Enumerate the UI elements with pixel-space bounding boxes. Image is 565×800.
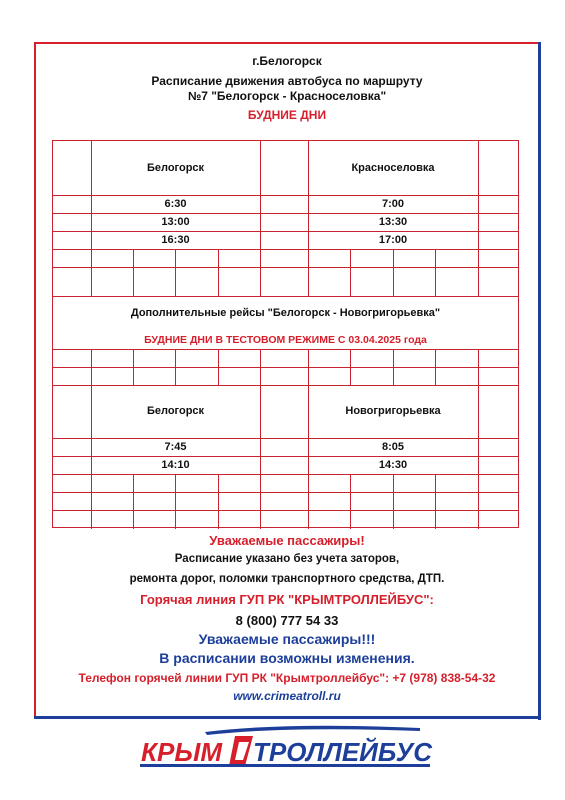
grid-line (308, 349, 309, 385)
schedule1-from-time: 13:00 (161, 216, 190, 228)
schedule-table (52, 140, 519, 528)
grid-line (308, 249, 309, 296)
grid-line (175, 474, 176, 529)
schedule1-from-time: 6:30 (164, 198, 187, 210)
grid-line (53, 349, 518, 350)
grid-line (435, 249, 436, 296)
grid-line (53, 231, 518, 232)
grid-line (260, 474, 261, 529)
grid-line (91, 349, 92, 385)
grid-line (260, 141, 261, 249)
grid-line (53, 195, 518, 196)
grid-line (53, 456, 518, 457)
days-label: БУДНИЕ ДНИ (247, 108, 327, 122)
hotline-phone-line: Телефон горячей линии ГУП РК "Крымтроллейбус": +7 (978) 838-54-32 (78, 671, 496, 685)
schedule1-to-header: Красноселовка (351, 162, 435, 174)
grid-line (308, 474, 309, 529)
grid-line (175, 349, 176, 385)
schedule1-to-time: 13:30 (378, 216, 408, 228)
grid-line (91, 249, 92, 296)
grid-line (350, 474, 351, 529)
passenger-greeting-2: Уважаемые пассажиры!!! (198, 631, 376, 647)
grid-line (218, 474, 219, 529)
grid-line (53, 367, 518, 368)
hotline-phone: 8 (800) 777 54 33 (235, 613, 339, 628)
website-link[interactable]: www.crimeatroll.ru (233, 689, 341, 703)
grid-line (175, 249, 176, 296)
passenger-greeting: Уважаемые пассажиры! (209, 533, 365, 548)
grid-line (53, 510, 518, 511)
schedule1-from-header: Белогорск (146, 162, 205, 174)
schedule1-from-time: 16:30 (161, 234, 190, 246)
grid-line (260, 249, 261, 296)
grid-line (133, 474, 134, 529)
route-title-line1: Расписание движения автобуса по маршруту (151, 74, 423, 88)
grid-line (393, 474, 394, 529)
logo-text-right: ТРОЛЛЕЙБУС (253, 737, 433, 767)
company-logo (135, 722, 435, 772)
grid-line (53, 438, 518, 439)
grid-line (478, 474, 479, 529)
extra-routes-mode: БУДНИЕ ДНИ В ТЕСТОВОМ РЕЖИМЕ С 03.04.2025 года (144, 334, 427, 346)
schedule2-to-time: 14:30 (378, 459, 408, 471)
grid-line (260, 385, 261, 474)
grid-line (53, 474, 518, 475)
schedule2-from-header: Белогорск (146, 405, 205, 417)
grid-line (478, 141, 479, 249)
extra-routes-title: Дополнительные рейсы "Белогорск - Новогригорьевка" (130, 307, 441, 319)
grid-line (53, 385, 518, 386)
grid-line (350, 249, 351, 296)
grid-line (53, 492, 518, 493)
schedule1-to-time: 17:00 (378, 234, 408, 246)
logo-graphic (135, 722, 435, 772)
grid-line (218, 349, 219, 385)
grid-line (260, 349, 261, 385)
schedule2-to-time: 8:05 (381, 441, 405, 453)
grid-line (53, 213, 518, 214)
frame-top (34, 42, 540, 44)
logo-text-left: КРЫМ (141, 737, 222, 767)
grid-line (218, 249, 219, 296)
grid-line (478, 249, 479, 296)
grid-line (435, 349, 436, 385)
grid-line (53, 267, 518, 268)
disclaimer-line1: Расписание указано без учета заторов, (174, 553, 400, 565)
frame-right (538, 42, 541, 720)
city-heading: г.Белогорск (252, 54, 322, 68)
schedule-changes-note: В расписании возможны изменения. (159, 650, 415, 666)
logo-swoosh (205, 726, 420, 735)
disclaimer-line2: ремонта дорог, поломки транспортного средства, ДТП. (129, 573, 445, 585)
grid-line (53, 296, 518, 297)
grid-line (53, 249, 518, 250)
grid-line (91, 474, 92, 529)
schedule2-to-header: Новогригорьевка (345, 405, 441, 417)
grid-line (393, 249, 394, 296)
grid-line (393, 349, 394, 385)
grid-line (435, 474, 436, 529)
hotline-title: Горячая линия ГУП РК "КРЫМТРОЛЛЕЙБУС": (140, 592, 434, 607)
grid-line (133, 249, 134, 296)
grid-line (478, 385, 479, 474)
route-title (36, 74, 538, 104)
schedule2-from-time: 14:10 (161, 459, 190, 471)
grid-line (478, 349, 479, 385)
grid-line (308, 141, 309, 249)
route-title-line2: №7 "Белогорск - Красноселовка" (187, 89, 387, 103)
frame-bottom (34, 716, 541, 719)
schedule1-to-time: 7:00 (381, 198, 405, 210)
schedule2-from-time: 7:45 (164, 441, 187, 453)
grid-line (133, 349, 134, 385)
grid-line (350, 349, 351, 385)
grid-line (91, 141, 92, 249)
